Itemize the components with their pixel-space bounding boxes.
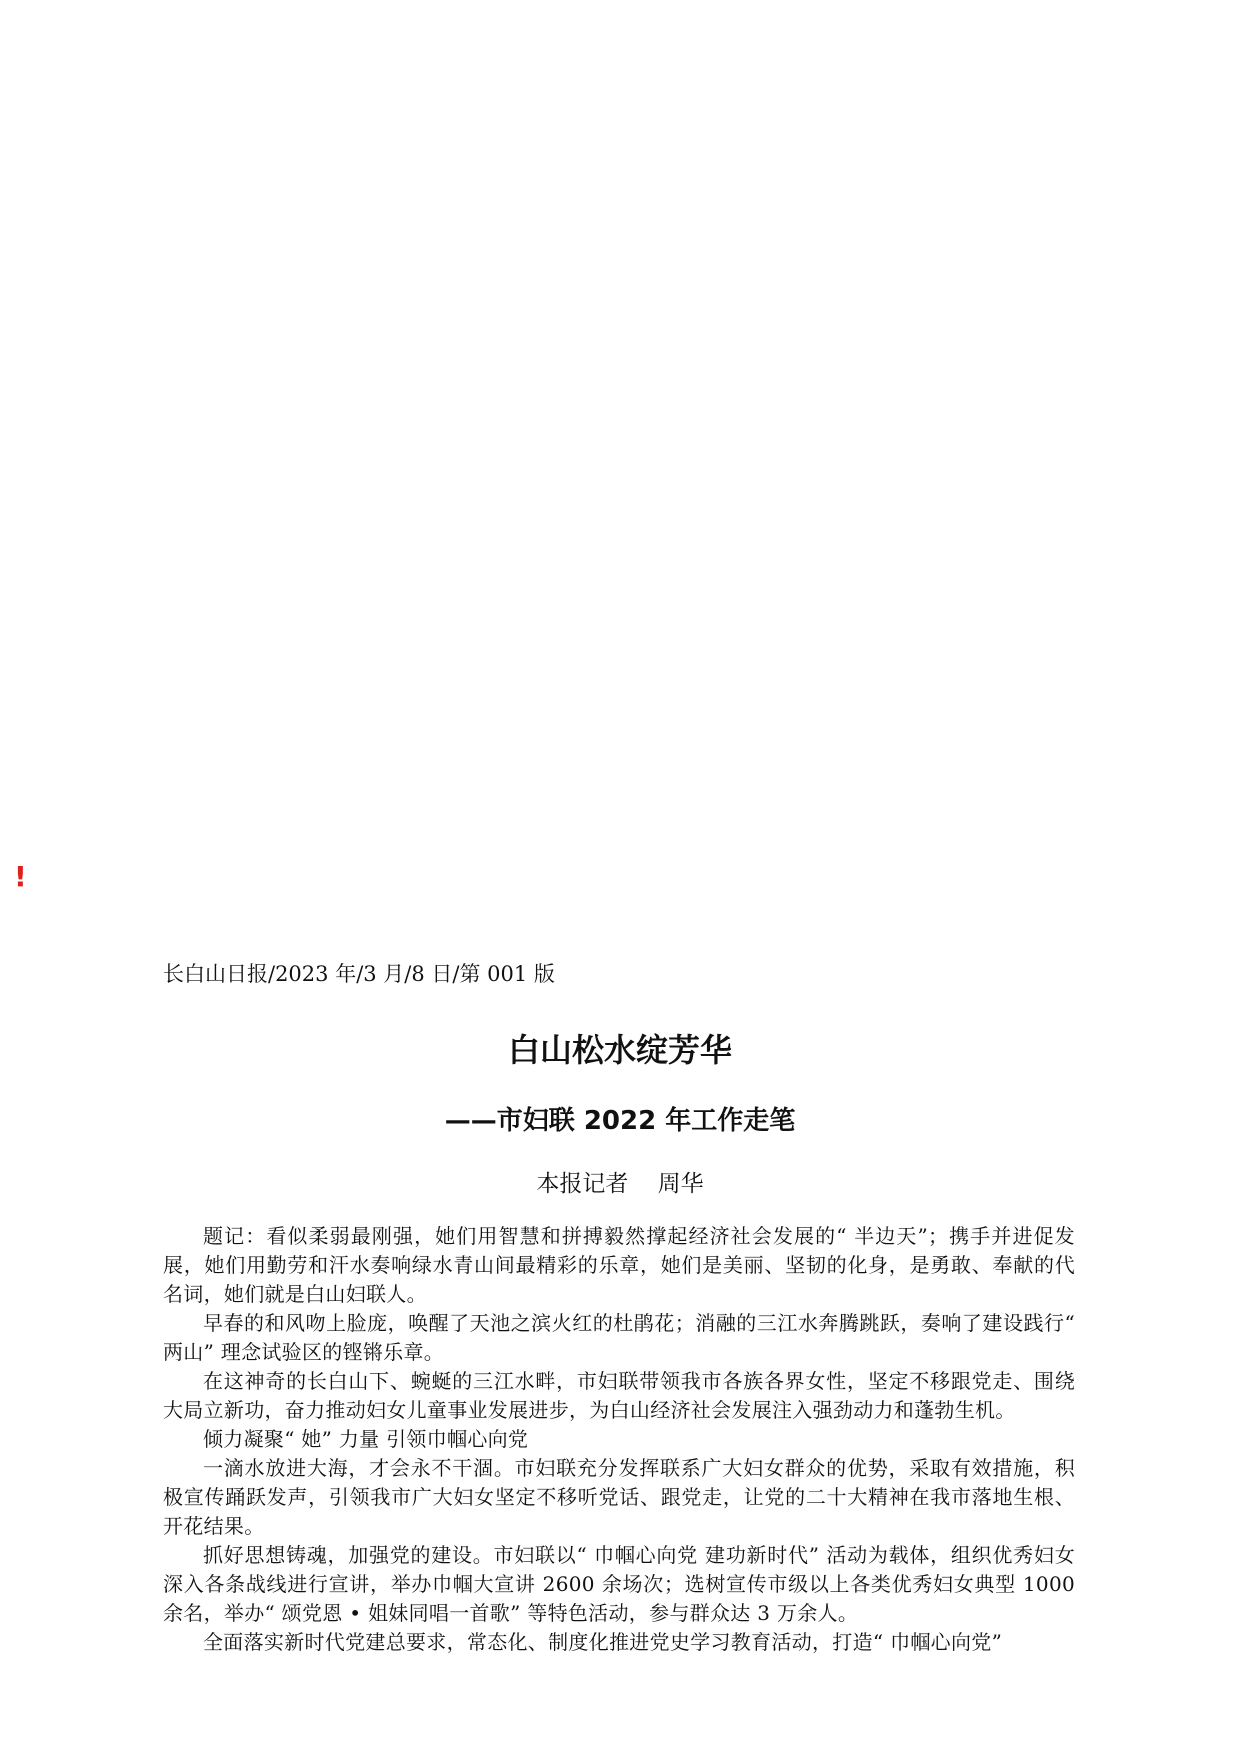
article-subtitle: ——市妇联 2022 年工作走笔 <box>444 1106 796 1136</box>
paragraph: 一滴水放进大海，才会永不干涸。市妇联充分发挥联系广大妇女群众的优势，采取有效措施，积极宣传踊跃发声，引领我市广大妇女坚定不移听党话、跟党走，让党的二十大精神在我市落地生根、开花结果。 <box>163 1456 1075 1538</box>
article-body <box>163 1222 1075 1657</box>
paragraph: 早春的和风吻上脸庞，唤醒了天池之滨火红的杜鹃花；消融的三江水奔腾跳跃，奏响了建设践行“ 两山” 理念试验区的铿锵乐章。 <box>163 1311 1075 1364</box>
red-exclamation-mark: ! <box>14 860 27 893</box>
paragraph-epigraph: 题记：看似柔弱最刚强，她们用智慧和拼搏毅然撑起经济社会发展的“ 半边天”；携手并进促发展，她们用勤劳和汗水奏响绿水青山间最精彩的乐章，她们是美丽、坚韧的化身，是勇敢、奉献的代名词，她们就是白山妇联人。 <box>163 1224 1075 1306</box>
paragraph: 全面落实新时代党建总要求，常态化、制度化推进党史学习教育活动，打造“ 巾帼心向党” <box>203 1630 1003 1654</box>
paragraph: 抓好思想铸魂，加强党的建设。市妇联以“ 巾帼心向党 建功新时代” 活动为载体，组织优秀妇女深入各条战线进行宣讲，举办巾帼大宣讲 2600 余场次；选树宣传市级以上各类优秀妇女典型 1000 余名，举办“ 颂党恩 • 姐妹同唱一首歌” 等特色活动，参与群众达 3 万余人。 <box>163 1543 1075 1625</box>
newspaper-source-line: 长白山日报/2023 年/3 月/8 日/第 001 版 <box>163 962 555 986</box>
article-title: 白山松水绽芳华 <box>507 1031 732 1069</box>
paragraph: 在这神奇的长白山下、蜿蜒的三江水畔，市妇联带领我市各族各界女性，坚定不移跟党走、围绕大局立新功，奋力推动妇女儿童事业发展进步，为白山经济社会发展注入强劲动力和蓬勃生机。 <box>163 1369 1075 1422</box>
section-heading: 倾力凝聚“ 她” 力量 引领巾帼心向党 <box>203 1427 529 1451</box>
byline: 本报记者 周华 <box>536 1171 704 1197</box>
